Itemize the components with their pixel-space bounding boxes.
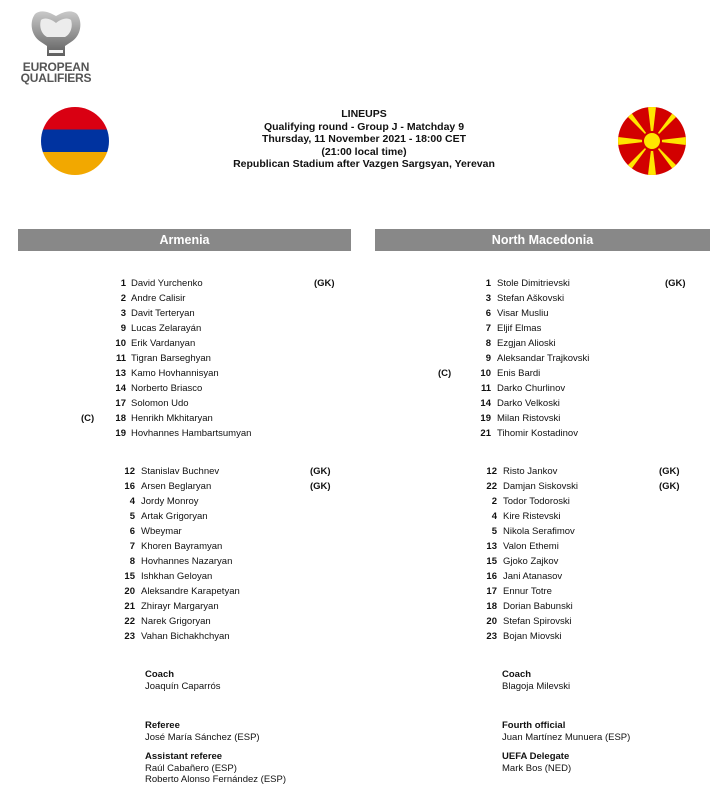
logo-line-2: QUALIFIERS (20, 71, 92, 85)
home-coach-name: Joaquín Caparrós (145, 680, 221, 692)
player-number: 21 (124, 601, 135, 612)
player-name: Ishkhan Geloyan (141, 571, 213, 582)
player-number: 2 (491, 496, 497, 507)
player-number: 8 (129, 556, 135, 567)
home-coach-label: Coach (145, 669, 175, 680)
north-macedonia-flag (618, 107, 686, 175)
player-number: 6 (129, 526, 135, 537)
player-number: 17 (115, 398, 126, 409)
player-name: Ennur Totre (503, 586, 552, 597)
player-name: Stefan Aškovski (497, 293, 565, 304)
trophy-icon (27, 6, 85, 62)
home-team-bar: Armenia (18, 229, 351, 251)
player-name: Dorian Babunski (503, 601, 573, 612)
player-name: Aleksandre Karapetyan (141, 586, 240, 597)
assistant-referee-label: Assistant referee (145, 751, 223, 762)
away-team-bar: North Macedonia (375, 229, 710, 251)
logo-line-1: EUROPEAN (22, 60, 90, 74)
player-number: 18 (486, 601, 497, 612)
player-number: 8 (485, 338, 491, 349)
player-number: 3 (120, 308, 126, 319)
player-name: Tigran Barseghyan (131, 353, 211, 364)
fourth-official-name: Juan Martínez Munuera (ESP) (502, 731, 631, 743)
goalkeeper-tag: (GK) (659, 466, 680, 477)
match-header (180, 108, 548, 171)
player-number: 19 (115, 428, 126, 439)
player-name: Lucas Zelarayán (131, 323, 202, 334)
player-name: Darko Velkoski (497, 398, 560, 409)
player-number: 12 (124, 466, 135, 477)
player-number: 16 (486, 571, 497, 582)
player-name: Nikola Serafimov (503, 526, 575, 537)
player-number: 18 (115, 413, 126, 424)
player-number: 10 (480, 368, 491, 379)
goalkeeper-tag: (GK) (310, 466, 331, 477)
assistant-referee-1: Raúl Cabañero (ESP) (145, 762, 237, 774)
player-name: Ezgjan Alioski (497, 338, 556, 349)
player-name: Solomon Udo (131, 398, 189, 409)
player-number: 9 (120, 323, 126, 334)
player-name: Valon Ethemi (503, 541, 559, 552)
player-name: Andre Calisir (131, 293, 186, 304)
away-coach (502, 669, 570, 692)
player-number: 7 (129, 541, 135, 552)
player-name: Henrikh Mkhitaryan (131, 413, 213, 424)
player-name: Risto Jankov (503, 466, 558, 477)
fourth-official (502, 720, 630, 743)
goalkeeper-tag: (GK) (310, 481, 331, 492)
player-name: Jani Atanasov (503, 571, 563, 582)
player-name: Arsen Beglaryan (141, 481, 212, 492)
player-name: Stefan Spirovski (503, 616, 572, 627)
player-number: 15 (486, 556, 497, 567)
header-round: Qualifying round - Group J - Matchday 9 (263, 120, 465, 133)
player-name: Hovhannes Nazaryan (141, 556, 233, 567)
player-name: Zhirayr Margaryan (141, 601, 219, 612)
away-coach-name: Blagoja Milevski (502, 680, 571, 692)
player-name: Milan Ristovski (497, 413, 561, 424)
header-local-time: (21:00 local time) (321, 145, 407, 158)
player-number: 23 (486, 631, 497, 642)
player-number: 5 (491, 526, 497, 537)
player-name: Wbeymar (141, 526, 182, 537)
player-number: 16 (124, 481, 135, 492)
player-number: 4 (129, 496, 135, 507)
player-name: Vahan Bichakhchyan (141, 631, 230, 642)
referee (145, 720, 260, 743)
player-name: Kire Ristevski (503, 511, 561, 522)
header-title: LINEUPS (341, 108, 387, 120)
player-number: 20 (124, 586, 135, 597)
player-name: Enis Bardi (497, 368, 541, 379)
player-name: Kamo Hovhannisyan (131, 368, 219, 379)
player-number: 7 (485, 323, 491, 334)
player-number: 22 (486, 481, 497, 492)
player-name: Eljif Elmas (497, 323, 542, 334)
player-number: 15 (124, 571, 135, 582)
uefa-delegate-name: Mark Bos (NED) (502, 762, 572, 774)
player-number: 6 (485, 308, 491, 319)
player-name: Erik Vardanyan (131, 338, 196, 349)
player-number: 22 (124, 616, 135, 627)
player-number: 5 (129, 511, 135, 522)
player-number: 11 (115, 353, 126, 364)
goalkeeper-tag: (GK) (665, 278, 686, 289)
away-coach-label: Coach (502, 669, 532, 680)
player-number: 12 (486, 466, 497, 477)
player-number: 1 (120, 278, 126, 289)
player-number: 10 (115, 338, 126, 349)
player-number: 19 (480, 413, 491, 424)
player-number: 1 (485, 278, 491, 289)
player-name: Stanislav Buchnev (141, 466, 220, 477)
player-name: David Yurchenko (131, 278, 203, 289)
player-name: Damjan Siskovski (503, 481, 578, 492)
player-number: 13 (115, 368, 126, 379)
referee-label: Referee (145, 720, 180, 731)
fourth-official-label: Fourth official (502, 720, 566, 731)
player-name: Todor Todoroski (503, 496, 570, 507)
player-name: Artak Grigoryan (141, 511, 208, 522)
player-name: Bojan Miovski (503, 631, 562, 642)
assistant-referees (145, 751, 286, 786)
header-datetime: Thursday, 11 November 2021 - 18:00 CET (261, 133, 467, 145)
assistant-referee-2: Roberto Alonso Fernández (ESP) (145, 774, 286, 785)
armenia-flag (41, 107, 109, 175)
player-name: Tihomir Kostadinov (497, 428, 578, 439)
player-name: Narek Grigoryan (141, 616, 211, 627)
goalkeeper-tag: (GK) (314, 278, 335, 289)
player-name: Jordy Monroy (141, 496, 199, 507)
player-name: Norberto Briasco (131, 383, 203, 394)
goalkeeper-tag: (GK) (659, 481, 680, 492)
player-name: Davit Terteryan (131, 308, 195, 319)
player-name: Hovhannes Hambartsumyan (131, 428, 252, 439)
player-name: Darko Churlinov (497, 383, 566, 394)
uefa-delegate-label: UEFA Delegate (502, 751, 570, 762)
player-number: 9 (485, 353, 491, 364)
player-number: 4 (491, 511, 497, 522)
player-number: 14 (480, 398, 491, 409)
player-name: Khoren Bayramyan (141, 541, 223, 552)
player-number: 11 (480, 383, 491, 394)
home-coach (145, 669, 221, 692)
player-name: Gjoko Zajkov (503, 556, 559, 567)
captain-marker: (C) (438, 368, 452, 379)
player-name: Visar Musliu (497, 308, 549, 319)
referee-name: José María Sánchez (ESP) (145, 731, 260, 743)
player-number: 17 (486, 586, 497, 597)
player-number: 23 (124, 631, 135, 642)
header-venue: Republican Stadium after Vazgen Sargsyan, Yerevan (233, 158, 495, 170)
player-number: 2 (120, 293, 126, 304)
player-number: 20 (486, 616, 497, 627)
european-qualifiers-logo (14, 6, 98, 90)
player-number: 13 (486, 541, 497, 552)
player-name: Stole Dimitrievski (497, 278, 570, 289)
player-name: Aleksandar Trajkovski (497, 353, 590, 364)
captain-marker: (C) (81, 413, 95, 424)
player-number: 14 (115, 383, 126, 394)
uefa-delegate (502, 751, 571, 774)
player-number: 21 (480, 428, 491, 439)
player-number: 3 (485, 293, 491, 304)
